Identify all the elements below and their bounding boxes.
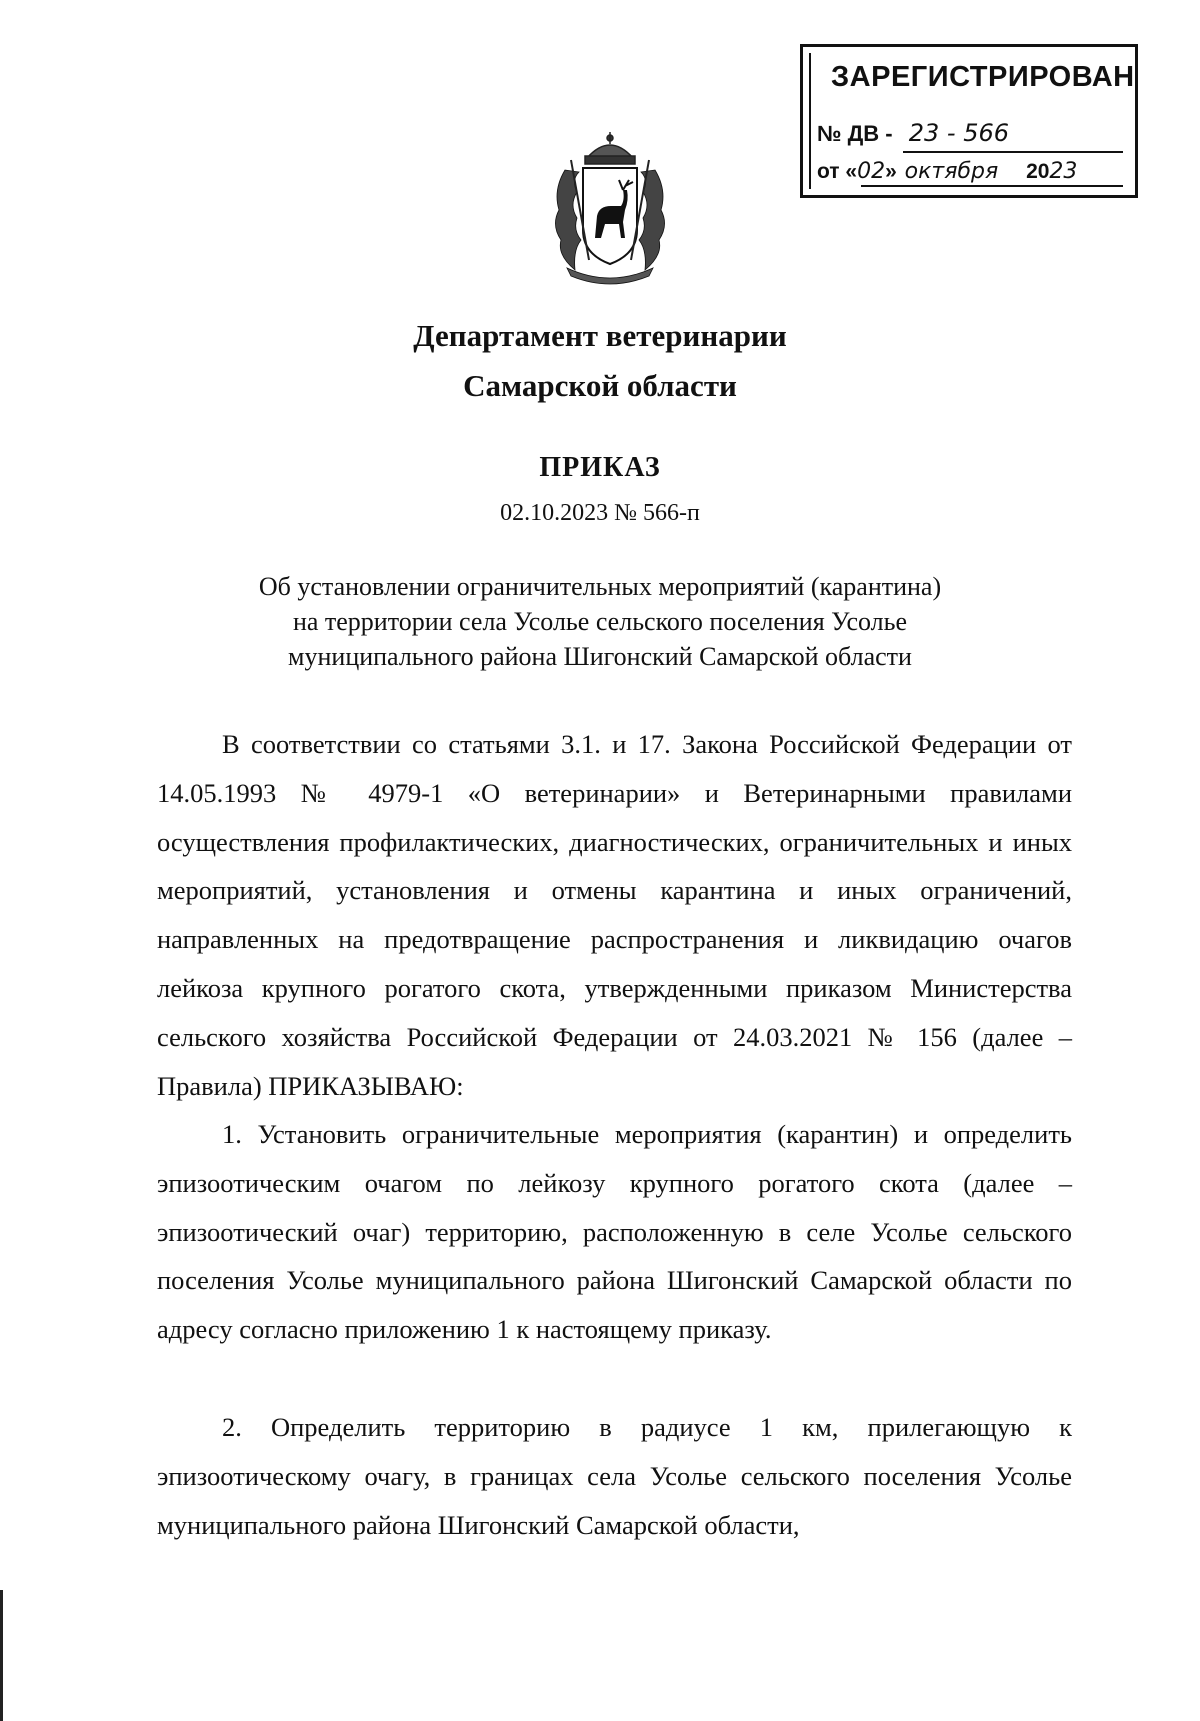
order-item-1: 1. Установить ограничительные мероприятия (карантин) и определить эпизоотическим очагом по лейкозу крупного рогатого скота (далее – эпизоотический очаг) территорию, расположенную в селе Усолье сельского поселения Усолье муниципального района Шигонский Самарской области по адресу согласно приложению 1 к настоящему приказу. [157,1119,1072,1345]
document-type-title: ПРИКАЗ [539,452,661,483]
subject-line3: муниципального района Шигонский Самарской области [288,642,912,671]
org-name-line2: Самарской области [463,368,737,403]
order-item-2: 2. Определить территорию в радиусе 1 км, прилегающую к эпизоотическому очагу, в границах села Усолье сельского поселения Усолье муниципального района Шигонский Самарской области, [157,1412,1072,1540]
document-number-date: 02.10.2023 № 566-п [500,500,700,526]
org-name-line1: Департамент ветеринарии [413,318,787,353]
stamp-date-mid: » [885,160,897,183]
subject-line1: Об установлении ограничительных мероприятий (карантина) [258,572,942,601]
stamp-number-line [817,119,1009,147]
stamp-date-prefix: от « [817,160,858,183]
stamp-date-year-prefix: 20 [1026,160,1050,183]
stamp-number-prefix: № ДВ - [817,121,893,146]
scan-margin-line [0,1590,3,1721]
stamp-date-day: 02 [857,159,886,184]
stamp-number-value: 23 - 566 [908,119,1010,147]
stamp-date-underline [861,185,1123,187]
samara-region-coat-of-arms-icon [545,130,675,285]
preamble-paragraph: В соответствии со статьями 3.1. и 17. Закона Российской Федерации от 14.05.1993 № 4979-1 «О ветеринарии» и Ветеринарными правилами осуществления профилактических, диагностических, ограничительных и иных мероприятий, установления и отмены карантина и иных ограничений, направленных на предотвращение распространения и ликвидацию очагов лейкоза крупного рогатого скота, утвержденными приказом Министерства сельского хозяйства Российской Федерации от 24.03.2021 № 156 (далее – Правила) ПРИКАЗЫВАЮ: [157,729,1072,1101]
stamp-title: ЗАРЕГИСТРИРОВАН [831,61,1135,93]
registration-stamp [800,44,1138,198]
subject-line2: на территории села Усолье сельского поселения Усолье [292,607,908,636]
stamp-date-month: октября [904,159,999,184]
stamp-date-line [817,159,1077,184]
stamp-number-underline [903,151,1123,153]
stamp-date-year-suffix: 23 [1049,159,1078,184]
